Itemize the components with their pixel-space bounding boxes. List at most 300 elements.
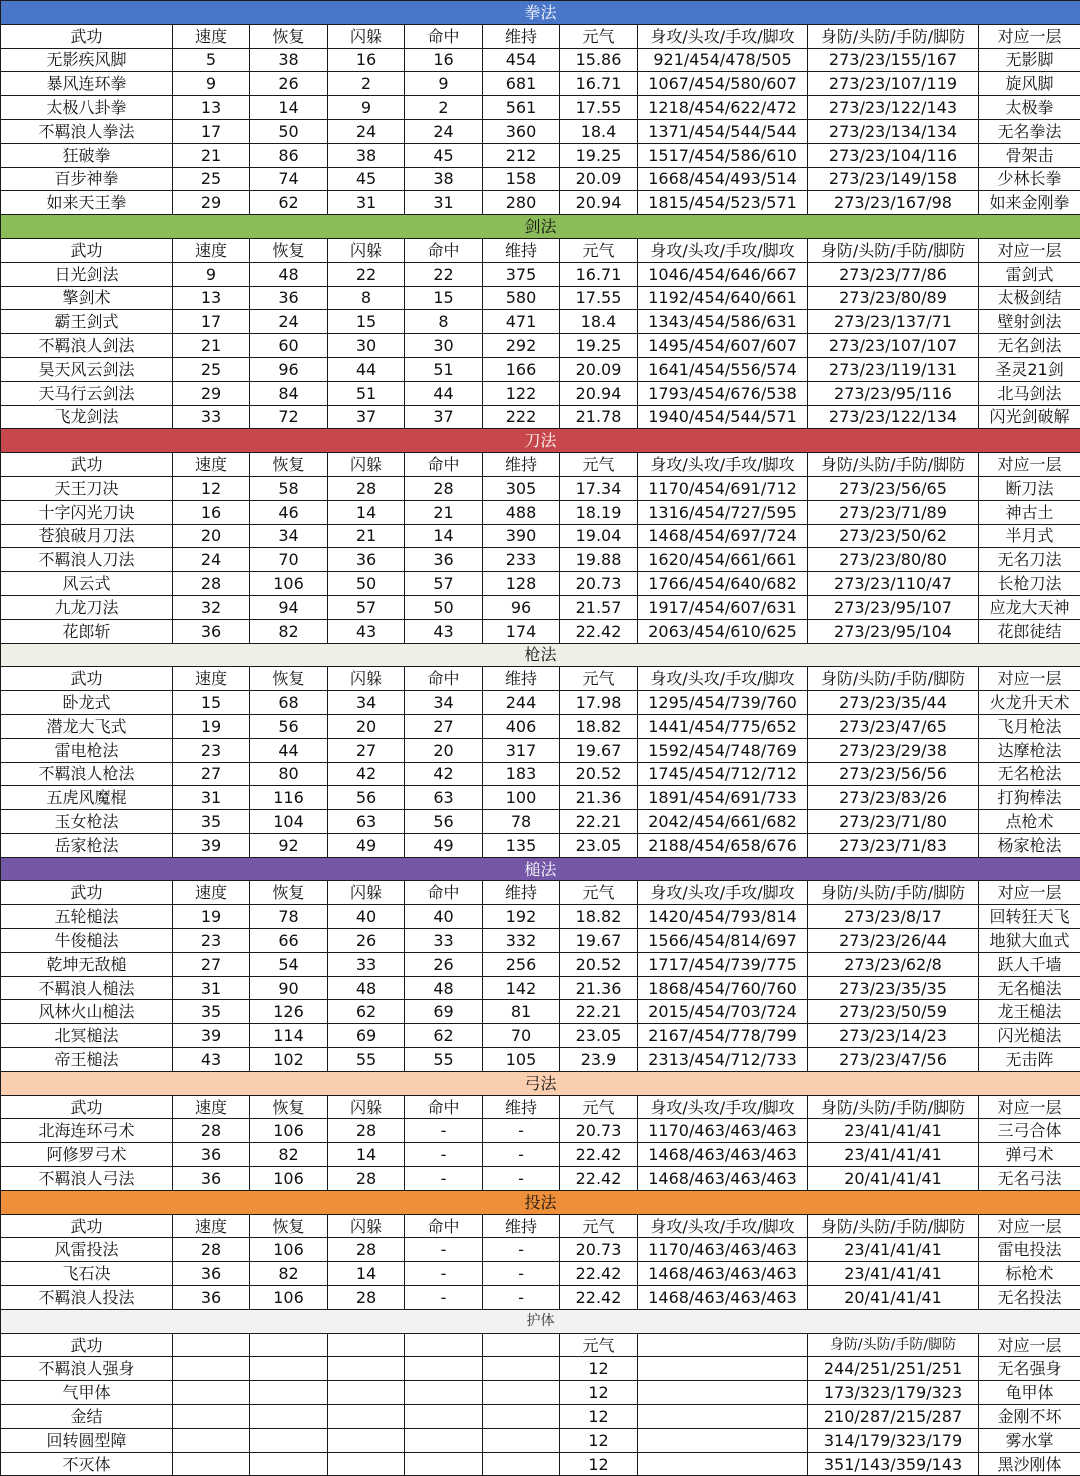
tier-one-equivalent: 飞月枪法 (979, 714, 1080, 738)
section-title: 弓法 (1, 1071, 1080, 1095)
dodge: 27 (328, 738, 405, 762)
tier-one-equivalent: 无名枪法 (979, 762, 1080, 786)
energy: 20.09 (560, 357, 638, 381)
attack-values: 2188/454/658/676 (638, 833, 808, 857)
hit: 26 (405, 952, 483, 976)
tier-one-equivalent: 半月式 (979, 524, 1080, 548)
table-row (1, 619, 1080, 643)
table-row (1, 310, 1080, 334)
column-header: 命中 (405, 238, 483, 262)
tier-one-equivalent: 弹弓术 (979, 1143, 1080, 1167)
skill-name: 九龙刀法 (1, 595, 173, 619)
hit: 34 (405, 691, 483, 715)
section-header (1, 1309, 1080, 1333)
column-header (328, 1333, 405, 1357)
tier-one-equivalent: 神古土 (979, 500, 1080, 524)
defense-values: 273/23/47/56 (808, 1048, 979, 1072)
skill-name: 雷电枪法 (1, 738, 173, 762)
recovery: 106 (250, 1167, 328, 1191)
dodge: 43 (328, 619, 405, 643)
attack-values: 1468/463/463/463 (638, 1167, 808, 1191)
attack-values (638, 1452, 808, 1476)
hit: - (405, 1262, 483, 1286)
attack-values: 1468/463/463/463 (638, 1143, 808, 1167)
table-row (1, 714, 1080, 738)
tier-one-equivalent: 应龙大天神 (979, 595, 1080, 619)
attack-values: 1170/454/691/712 (638, 476, 808, 500)
column-header (173, 1333, 250, 1357)
dodge: 28 (328, 1167, 405, 1191)
duration: 212 (483, 143, 560, 167)
defense-values: 273/23/35/44 (808, 691, 979, 715)
defense-values: 20/41/41/41 (808, 1286, 979, 1310)
column-header: 维持 (483, 24, 560, 48)
table-row (1, 1381, 1080, 1405)
duration (483, 1452, 560, 1476)
recovery: 106 (250, 1119, 328, 1143)
duration: 233 (483, 548, 560, 572)
attack-values: 1717/454/739/775 (638, 952, 808, 976)
column-header: 闪躲 (328, 1095, 405, 1119)
tier-one-equivalent: 闪光槌法 (979, 1024, 1080, 1048)
column-header: 对应一层 (979, 1333, 1080, 1357)
recovery: 114 (250, 1024, 328, 1048)
column-header: 速度 (173, 881, 250, 905)
hit: 21 (405, 500, 483, 524)
attack-values: 1940/454/544/571 (638, 405, 808, 429)
dodge: 26 (328, 929, 405, 953)
attack-values: 1046/454/646/667 (638, 262, 808, 286)
energy: 15.86 (560, 48, 638, 72)
defense-values: 273/23/50/62 (808, 524, 979, 548)
hit: 49 (405, 833, 483, 857)
skill-name: 五虎风魔棍 (1, 786, 173, 810)
duration: 174 (483, 619, 560, 643)
recovery: 50 (250, 119, 328, 143)
column-header: 速度 (173, 24, 250, 48)
speed: 33 (173, 405, 250, 429)
hit: 51 (405, 357, 483, 381)
table-row (1, 381, 1080, 405)
skill-name: 霸王剑式 (1, 310, 173, 334)
speed: 25 (173, 167, 250, 191)
hit: - (405, 1238, 483, 1262)
table-row (1, 286, 1080, 310)
attack-values: 1495/454/607/607 (638, 334, 808, 358)
skill-name: 风云式 (1, 572, 173, 596)
skill-name: 不羁浪人强身 (1, 1357, 173, 1381)
dodge: 69 (328, 1024, 405, 1048)
column-header: 维持 (483, 453, 560, 477)
energy: 22.21 (560, 1000, 638, 1024)
duration: 305 (483, 476, 560, 500)
energy: 20.94 (560, 381, 638, 405)
recovery: 80 (250, 762, 328, 786)
speed: 15 (173, 691, 250, 715)
speed: 36 (173, 1286, 250, 1310)
table-row (1, 1143, 1080, 1167)
duration: 105 (483, 1048, 560, 1072)
duration: 222 (483, 405, 560, 429)
tier-one-equivalent: 点枪术 (979, 810, 1080, 834)
column-header: 闪躲 (328, 24, 405, 48)
section-header (1, 1071, 1080, 1095)
energy: 18.4 (560, 310, 638, 334)
column-header: 身防/头防/手防/脚防 (808, 238, 979, 262)
recovery (250, 1381, 328, 1405)
speed: 39 (173, 833, 250, 857)
table-row (1, 952, 1080, 976)
column-header: 身攻/头攻/手攻/脚攻 (638, 1095, 808, 1119)
speed: 28 (173, 572, 250, 596)
speed: 32 (173, 595, 250, 619)
tier-one-equivalent: 少林长拳 (979, 167, 1080, 191)
column-header-row (1, 238, 1080, 262)
dodge: 31 (328, 191, 405, 215)
defense-values: 273/23/95/116 (808, 381, 979, 405)
energy: 17.55 (560, 96, 638, 120)
column-header: 恢复 (250, 667, 328, 691)
defense-values: 273/23/110/47 (808, 572, 979, 596)
hit: 8 (405, 310, 483, 334)
defense-values: 273/23/134/134 (808, 119, 979, 143)
duration: 96 (483, 595, 560, 619)
duration: - (483, 1119, 560, 1143)
duration: 128 (483, 572, 560, 596)
tier-one-equivalent: 金刚不坏 (979, 1405, 1080, 1429)
recovery: 70 (250, 548, 328, 572)
table-row (1, 1024, 1080, 1048)
recovery: 38 (250, 48, 328, 72)
hit: 14 (405, 524, 483, 548)
skill-name: 暴风连环拳 (1, 72, 173, 96)
column-header: 武功 (1, 238, 173, 262)
attack-values: 1641/454/556/574 (638, 357, 808, 381)
hit: 27 (405, 714, 483, 738)
column-header: 闪躲 (328, 1214, 405, 1238)
skill-name: 天王刀决 (1, 476, 173, 500)
hit: 57 (405, 572, 483, 596)
attack-values (638, 1428, 808, 1452)
section-title: 护体 (1, 1309, 1080, 1333)
defense-values: 273/23/14/23 (808, 1024, 979, 1048)
skill-name: 狂破拳 (1, 143, 173, 167)
recovery: 84 (250, 381, 328, 405)
defense-values: 210/287/215/287 (808, 1405, 979, 1429)
recovery: 48 (250, 262, 328, 286)
attack-values: 1316/454/727/595 (638, 500, 808, 524)
energy: 19.04 (560, 524, 638, 548)
column-header: 身防/头防/手防/脚防 (808, 453, 979, 477)
speed: 36 (173, 1167, 250, 1191)
tier-one-equivalent: 无击阵 (979, 1048, 1080, 1072)
skill-name: 潜龙大飞式 (1, 714, 173, 738)
dodge (328, 1357, 405, 1381)
tier-one-equivalent: 无影脚 (979, 48, 1080, 72)
table-row (1, 167, 1080, 191)
table-row (1, 1238, 1080, 1262)
dodge: 63 (328, 810, 405, 834)
defense-values: 273/23/137/71 (808, 310, 979, 334)
dodge: 62 (328, 1000, 405, 1024)
column-header: 恢复 (250, 881, 328, 905)
duration: 681 (483, 72, 560, 96)
attack-values: 2167/454/778/799 (638, 1024, 808, 1048)
tier-one-equivalent: 无名刀法 (979, 548, 1080, 572)
attack-values: 1371/454/544/544 (638, 119, 808, 143)
defense-values: 273/23/104/116 (808, 143, 979, 167)
column-header (483, 1333, 560, 1357)
recovery: 68 (250, 691, 328, 715)
recovery: 44 (250, 738, 328, 762)
duration: 561 (483, 96, 560, 120)
speed: 19 (173, 714, 250, 738)
energy: 22.42 (560, 1167, 638, 1191)
dodge: 15 (328, 310, 405, 334)
recovery: 74 (250, 167, 328, 191)
table-row (1, 500, 1080, 524)
energy: 22.42 (560, 1286, 638, 1310)
column-header: 恢复 (250, 238, 328, 262)
column-header: 身攻/头攻/手攻/脚攻 (638, 238, 808, 262)
tier-one-equivalent: 闪光剑破解 (979, 405, 1080, 429)
duration: 488 (483, 500, 560, 524)
attack-values: 2015/454/703/724 (638, 1000, 808, 1024)
speed: 25 (173, 357, 250, 381)
tier-one-equivalent: 雾水掌 (979, 1428, 1080, 1452)
table-row (1, 572, 1080, 596)
hit: 33 (405, 929, 483, 953)
table-body (1, 1, 1080, 1476)
recovery (250, 1428, 328, 1452)
tier-one-equivalent: 无名投法 (979, 1286, 1080, 1310)
speed: 43 (173, 1048, 250, 1072)
column-header: 闪躲 (328, 881, 405, 905)
speed: 20 (173, 524, 250, 548)
tier-one-equivalent: 回转狂天飞 (979, 905, 1080, 929)
column-header: 恢复 (250, 453, 328, 477)
defense-values: 273/23/149/158 (808, 167, 979, 191)
duration: - (483, 1238, 560, 1262)
column-header: 元气 (560, 24, 638, 48)
column-header: 身攻/头攻/手攻/脚攻 (638, 453, 808, 477)
attack-values: 1192/454/640/661 (638, 286, 808, 310)
speed: 36 (173, 1262, 250, 1286)
speed: 35 (173, 810, 250, 834)
dodge: 50 (328, 572, 405, 596)
tier-one-equivalent: 北马剑法 (979, 381, 1080, 405)
skill-name: 日光剑法 (1, 262, 173, 286)
tier-one-equivalent: 断刀法 (979, 476, 1080, 500)
speed (173, 1357, 250, 1381)
energy: 12 (560, 1357, 638, 1381)
column-header: 身防/头防/手防/脚防 (808, 667, 979, 691)
tier-one-equivalent: 花郎徒结 (979, 619, 1080, 643)
dodge (328, 1452, 405, 1476)
duration: - (483, 1167, 560, 1191)
table-row (1, 691, 1080, 715)
duration: 244 (483, 691, 560, 715)
duration: 406 (483, 714, 560, 738)
column-header: 身攻/头攻/手攻/脚攻 (638, 667, 808, 691)
table-row (1, 976, 1080, 1000)
column-header: 身攻/头攻/手攻/脚攻 (638, 24, 808, 48)
attack-values: 1517/454/586/610 (638, 143, 808, 167)
speed: 17 (173, 119, 250, 143)
duration: 580 (483, 286, 560, 310)
column-header: 身防/头防/手防/脚防 (808, 1095, 979, 1119)
recovery: 106 (250, 1238, 328, 1262)
defense-values: 273/23/80/89 (808, 286, 979, 310)
dodge: 33 (328, 952, 405, 976)
defense-values: 273/23/167/98 (808, 191, 979, 215)
duration: 192 (483, 905, 560, 929)
defense-values: 23/41/41/41 (808, 1119, 979, 1143)
duration: 280 (483, 191, 560, 215)
dodge: 56 (328, 786, 405, 810)
defense-values: 273/23/119/131 (808, 357, 979, 381)
speed (173, 1405, 250, 1429)
column-header: 速度 (173, 667, 250, 691)
attack-values: 921/454/478/505 (638, 48, 808, 72)
energy: 12 (560, 1452, 638, 1476)
attack-values: 1766/454/640/682 (638, 572, 808, 596)
skill-name: 卧龙式 (1, 691, 173, 715)
column-header (405, 1333, 483, 1357)
column-header: 对应一层 (979, 1214, 1080, 1238)
column-header: 命中 (405, 453, 483, 477)
column-header-row (1, 453, 1080, 477)
duration: 122 (483, 381, 560, 405)
recovery: 94 (250, 595, 328, 619)
table-row (1, 119, 1080, 143)
dodge: 24 (328, 119, 405, 143)
hit: 40 (405, 905, 483, 929)
speed: 28 (173, 1119, 250, 1143)
dodge: 51 (328, 381, 405, 405)
column-header: 速度 (173, 1095, 250, 1119)
skill-name: 不羁浪人弓法 (1, 1167, 173, 1191)
skill-name: 飞龙剑法 (1, 405, 173, 429)
attack-values: 1815/454/523/571 (638, 191, 808, 215)
column-header-row (1, 24, 1080, 48)
tier-one-equivalent: 杨家枪法 (979, 833, 1080, 857)
speed: 31 (173, 786, 250, 810)
hit: 62 (405, 1024, 483, 1048)
duration: - (483, 1286, 560, 1310)
hit (405, 1381, 483, 1405)
dodge: 14 (328, 1262, 405, 1286)
duration (483, 1405, 560, 1429)
energy: 19.25 (560, 143, 638, 167)
recovery: 24 (250, 310, 328, 334)
skill-name: 苍狼破月刀法 (1, 524, 173, 548)
tier-one-equivalent: 太极拳 (979, 96, 1080, 120)
dodge: 49 (328, 833, 405, 857)
table-row (1, 48, 1080, 72)
column-header: 命中 (405, 667, 483, 691)
dodge: 28 (328, 476, 405, 500)
recovery: 102 (250, 1048, 328, 1072)
defense-values: 273/23/62/8 (808, 952, 979, 976)
energy: 18.4 (560, 119, 638, 143)
duration: 70 (483, 1024, 560, 1048)
column-header: 元气 (560, 667, 638, 691)
recovery: 90 (250, 976, 328, 1000)
duration: 317 (483, 738, 560, 762)
defense-values: 273/23/29/38 (808, 738, 979, 762)
skill-name: 不灭体 (1, 1452, 173, 1476)
duration: 375 (483, 262, 560, 286)
hit: 31 (405, 191, 483, 215)
duration: 135 (483, 833, 560, 857)
tier-one-equivalent: 太极剑结 (979, 286, 1080, 310)
energy: 22.42 (560, 619, 638, 643)
tier-one-equivalent: 无名剑法 (979, 334, 1080, 358)
energy: 20.73 (560, 572, 638, 596)
duration: - (483, 1262, 560, 1286)
column-header: 对应一层 (979, 24, 1080, 48)
skill-name: 牛俊槌法 (1, 929, 173, 953)
attack-values: 1891/454/691/733 (638, 786, 808, 810)
energy: 20.09 (560, 167, 638, 191)
energy: 21.36 (560, 786, 638, 810)
hit: 16 (405, 48, 483, 72)
skill-name: 昊天风云剑法 (1, 357, 173, 381)
energy: 21.36 (560, 976, 638, 1000)
attack-values: 1441/454/775/652 (638, 714, 808, 738)
speed: 13 (173, 96, 250, 120)
column-header: 闪躲 (328, 667, 405, 691)
tier-one-equivalent: 三弓合体 (979, 1119, 1080, 1143)
defense-values: 273/23/122/143 (808, 96, 979, 120)
skill-name: 北海连环弓术 (1, 1119, 173, 1143)
speed (173, 1452, 250, 1476)
dodge: 38 (328, 143, 405, 167)
defense-values: 351/143/359/143 (808, 1452, 979, 1476)
tier-one-equivalent: 雷剑式 (979, 262, 1080, 286)
column-header: 对应一层 (979, 667, 1080, 691)
section-header (1, 1, 1080, 25)
defense-values: 273/23/50/59 (808, 1000, 979, 1024)
recovery (250, 1357, 328, 1381)
speed: 39 (173, 1024, 250, 1048)
recovery: 46 (250, 500, 328, 524)
table-row (1, 738, 1080, 762)
table-row (1, 1000, 1080, 1024)
hit (405, 1405, 483, 1429)
tier-one-equivalent: 圣灵21剑 (979, 357, 1080, 381)
speed: 19 (173, 905, 250, 929)
column-header: 速度 (173, 238, 250, 262)
section-header (1, 1190, 1080, 1214)
tier-one-equivalent: 龙王槌法 (979, 1000, 1080, 1024)
hit: 48 (405, 976, 483, 1000)
hit: 22 (405, 262, 483, 286)
attack-values: 1592/454/748/769 (638, 738, 808, 762)
hit: 24 (405, 119, 483, 143)
energy: 17.98 (560, 691, 638, 715)
tier-one-equivalent: 长枪刀法 (979, 572, 1080, 596)
defense-values: 273/23/122/134 (808, 405, 979, 429)
energy: 23.05 (560, 1024, 638, 1048)
skill-name: 阿修罗弓术 (1, 1143, 173, 1167)
attack-values (638, 1381, 808, 1405)
section-title: 投法 (1, 1190, 1080, 1214)
dodge: 42 (328, 762, 405, 786)
table-row (1, 334, 1080, 358)
speed: 29 (173, 191, 250, 215)
